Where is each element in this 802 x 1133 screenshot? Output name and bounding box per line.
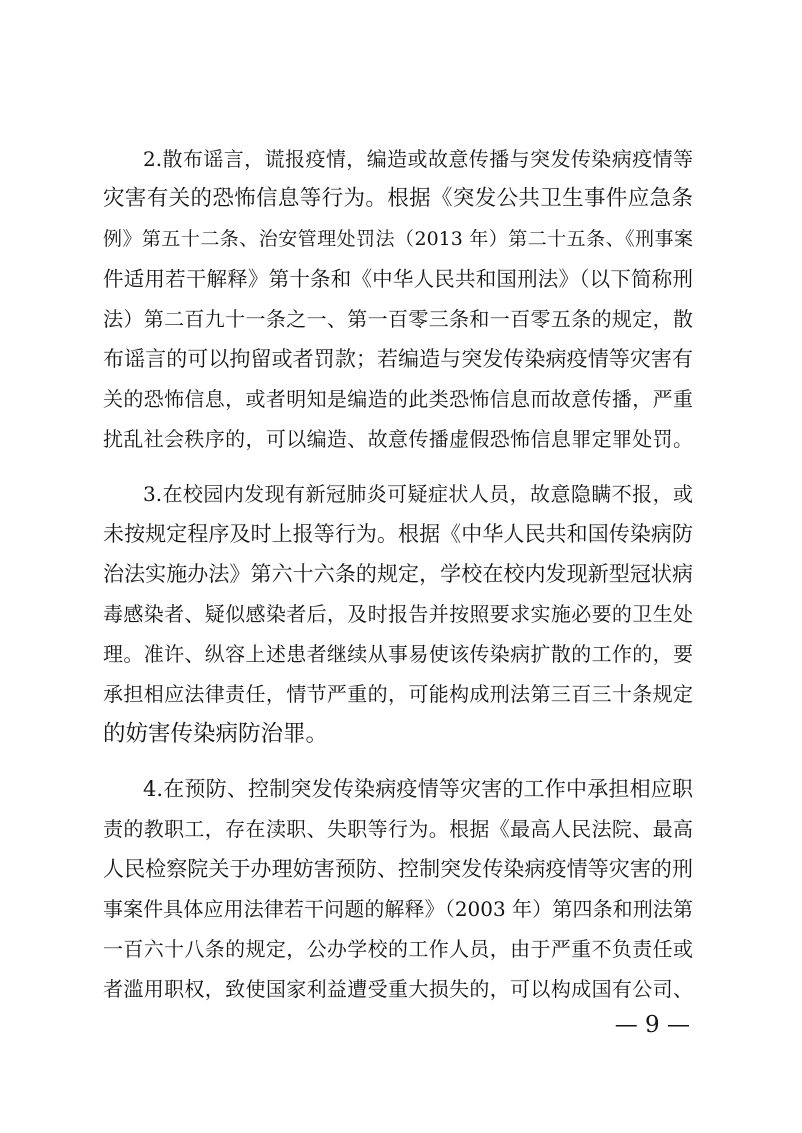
text-line: 者滥用职权，致使国家利益遭受重大损失的，可以构成国有公司、 (103, 977, 693, 1001)
text-line: 理。准许、纵容上述患者继续从事易使该传染病扩散的工作的，要 (103, 642, 693, 666)
text-line: 事案件具体应用法律若干问题的解释》（2003 年）第四条和刑法第 (103, 897, 693, 921)
text-line: 灾害有关的恐怖信息等行为。根据《突发公共卫生事件应急条 (103, 186, 693, 211)
text-line: 扰乱社会秩序的，可以编造、故意传播虚假恐怖信息罪定罪处罚。 (103, 427, 693, 451)
text-line: 治法实施办法》第六十六条的规定，学校在校内发现新型冠状病 (103, 562, 693, 586)
text-line: 2.散布谣言，谎报疫情，编造或故意传播与突发传染病疫情等 (143, 147, 693, 171)
text-line: 4.在预防、控制突发传染病疫情等灾害的工作中承担相应职 (143, 777, 693, 801)
text-line: 3.在校园内发现有新冠肺炎可疑症状人员，故意隐瞒不报，或 (143, 482, 693, 506)
text-line: 的妨害传染病防治罪。 (103, 721, 329, 747)
page-number: — 9 — (614, 1012, 690, 1038)
text-line: 件适用若干解释》第十条和《中华人民共和国刑法》（以下简称刑 (103, 267, 693, 291)
text-line: 承担相应法律责任，情节严重的，可能构成刑法第三百三十条规定 (103, 682, 693, 706)
text-line: 毒感染者、疑似感染者后，及时报告并按照要求实施必要的卫生处 (103, 602, 693, 626)
text-line: 布谣言的可以拘留或者罚款；若编造与突发传染病疫情等灾害有 (103, 347, 693, 371)
text-line: 人民检察院关于办理妨害预防、控制突发传染病疫情等灾害的刑 (103, 857, 693, 881)
text-line: 一百六十八条的规定，公办学校的工作人员，由于严重不负责任或 (103, 937, 693, 961)
text-line: 例》第五十二条、治安管理处罚法（2013 年）第二十五条、《刑事案 (103, 228, 693, 250)
text-line: 责的教职工，存在渎职、失职等行为。根据《最高人民法院、最高 (103, 817, 693, 841)
text-line: 法）第二百九十一条之一、第一百零三条和一百零五条的规定，散 (103, 307, 693, 331)
text-line: 未按规定程序及时上报等行为。根据《中华人民共和国传染病防 (103, 522, 693, 546)
text-line: 关的恐怖信息，或者明知是编造的此类恐怖信息而故意传播，严重 (103, 387, 693, 411)
